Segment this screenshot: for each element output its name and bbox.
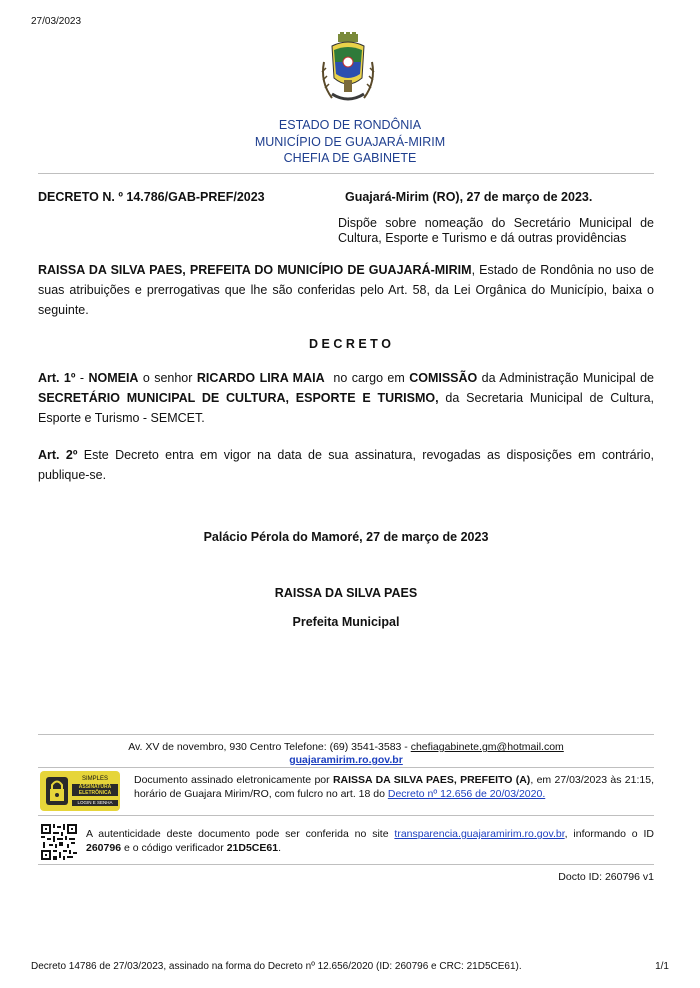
decree-preamble <box>38 260 654 320</box>
sig-text-2: , em 27/03/2023 às 21:15, horário de Guajara Mirim/RO, com fulcro no art. 18 do <box>134 774 654 800</box>
badge-line-1: SIMPLES <box>81 776 108 782</box>
badge-line-2: ASSINATURA ELETRÔNICA <box>72 784 118 796</box>
header-municipality: MUNICÍPIO DE GUAJARÁ-MIRIM <box>254 135 446 149</box>
footer-divider-top <box>38 734 654 735</box>
auth-text-1: A autenticidade deste documento pode ser conferida no site <box>86 828 395 840</box>
footer-site-link[interactable]: guajaramirim.ro.gov.br <box>289 754 403 766</box>
lock-icon <box>46 777 68 805</box>
sig-signer: RAISSA DA SILVA PAES, PREFEITO (A) <box>332 774 531 786</box>
signature-badge <box>40 771 120 811</box>
article-1 <box>38 368 654 428</box>
art1-text-5: da Secretaria Municipal de Cultura, Esporte e Turismo - SEMCET. <box>38 391 654 425</box>
decree-number: DECRETO N. º 14.786/GAB-PREF/2023 <box>38 190 265 204</box>
qr-code-icon <box>40 823 78 861</box>
signing-place: Palácio Pérola do Mamoré, 27 de março de 2023 <box>203 530 489 544</box>
art1-text-1: - <box>75 371 89 385</box>
art2-text: Este Decreto entra em vigor na data de sua assinatura, revogadas as disposições em contrário, publique-se. <box>38 448 654 482</box>
header-state: ESTADO DE RONDÔNIA <box>278 118 422 132</box>
preamble-authority: RAISSA DA SILVA PAES, PREFEITA DO MUNICÍPIO DE GUAJARÁ-MIRIM <box>38 263 472 277</box>
footer-address-block <box>0 741 692 767</box>
authenticity-statement <box>86 827 654 855</box>
sig-text-1: Documento assinado eletronicamente por <box>134 774 333 786</box>
header-office: CHEFIA DE GABINETE <box>283 151 417 165</box>
auth-text-3: e o código verificador <box>121 842 227 854</box>
footer-divider-2 <box>38 767 654 768</box>
art1-verb: NOMEIA <box>88 371 139 385</box>
decree-place-date: Guajará-Mirim (RO), 27 de março de 2023. <box>345 190 593 204</box>
article-2 <box>38 445 654 485</box>
auth-code: 21D5CE61 <box>226 842 279 854</box>
transparency-link[interactable]: transparencia.guajaramirim.ro.gov.br <box>394 828 565 840</box>
auth-text-2: , informando o ID <box>564 828 654 840</box>
decree-summary: Dispõe sobre nomeação do Secretário Municipal de Cultura, Esporte e Turismo e dá outras providências <box>338 216 654 245</box>
header-divider <box>38 173 654 174</box>
document-id: Docto ID: 260796 v1 <box>558 871 654 883</box>
signer-name: RAISSA DA SILVA PAES <box>274 586 418 600</box>
art1-text-2: o senhor <box>138 371 197 385</box>
signer-title: Prefeita Municipal <box>292 615 400 629</box>
art1-text-4: da Administração Municipal de <box>477 371 655 385</box>
footer-address: Av. XV de novembro, 930 Centro Telefone: (69) 3541-3583 - <box>128 741 411 753</box>
art1-commission: COMISSÃO <box>409 371 478 385</box>
page-number: 1/1 <box>655 961 669 972</box>
badge-line-3: LOGIN E SENHA <box>72 800 118 806</box>
print-date: 27/03/2023 <box>31 16 82 27</box>
page-footer-note: Decreto 14786 de 27/03/2023, assinado na forma do Decreto nº 12.656/2020 (ID: 260796 e CRC: 21D5CE61). <box>31 961 522 972</box>
coat-of-arms-icon <box>318 32 378 112</box>
preamble-text: , Estado de Rondônia no uso de suas atribuições e prerrogativas que lhe são conferidas pelo Art. 58, da Lei Orgânica do Município, baixa o seguinte. <box>38 263 654 317</box>
auth-text-4: . <box>278 842 281 854</box>
footer-divider-4 <box>38 864 654 865</box>
auth-id: 260796 <box>86 842 122 854</box>
art1-label: Art. 1º <box>38 371 76 385</box>
decree-heading: D E C R E T O <box>309 337 391 351</box>
footer-email-link[interactable]: chefiagabinete.gm@hotmail.com <box>410 741 564 753</box>
art1-position: SECRETÁRIO MUNICIPAL DE CULTURA, ESPORTE E TURISMO, <box>38 391 439 405</box>
art1-text-3: no cargo em <box>324 371 410 385</box>
decree-reference-link[interactable]: Decreto nº 12.656 de 20/03/2020. <box>387 788 546 800</box>
art1-person: RICARDO LIRA MAIA <box>196 371 325 385</box>
footer-divider-3 <box>38 815 654 816</box>
signature-statement <box>134 773 654 801</box>
art2-label: Art. 2º <box>38 448 78 462</box>
